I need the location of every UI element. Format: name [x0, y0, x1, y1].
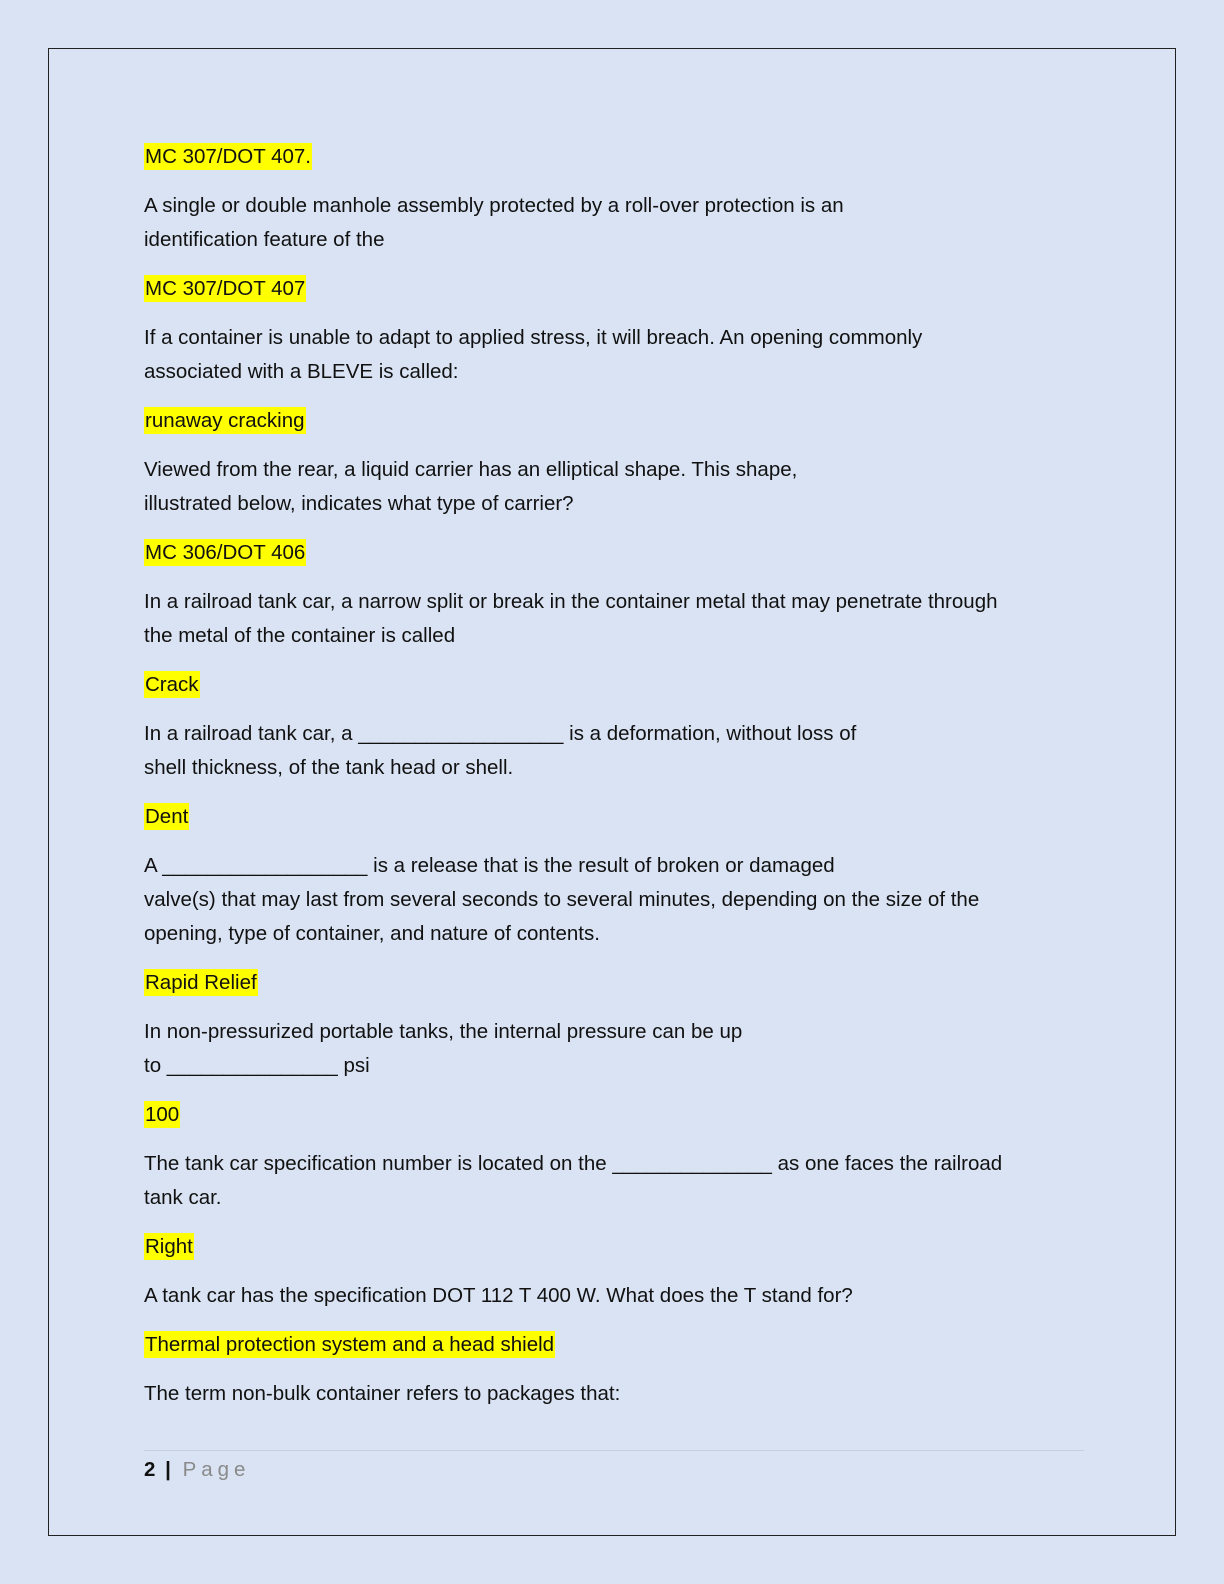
- question-line: A __________________ is a release that is the result of broken or damaged: [144, 854, 835, 877]
- footer-separator: |: [165, 1458, 171, 1481]
- question-paragraph: [144, 849, 1084, 951]
- page-number: 2: [144, 1458, 156, 1481]
- question-paragraph: [144, 453, 1084, 521]
- question-line: to _______________ psi: [144, 1054, 370, 1077]
- answer-highlight: Dent: [145, 805, 189, 828]
- answer-highlight: 100: [145, 1103, 180, 1126]
- answer-paragraph: [144, 800, 1084, 834]
- answer-paragraph: [144, 536, 1084, 570]
- question-paragraph: [144, 1015, 1084, 1083]
- question-line: identification feature of the: [144, 228, 385, 251]
- question-paragraph: [144, 1147, 1084, 1215]
- question-line: opening, type of container, and nature of contents.: [144, 922, 600, 945]
- question-paragraph: [144, 321, 1084, 389]
- question-line: In non-pressurized portable tanks, the internal pressure can be up: [144, 1020, 743, 1043]
- question-paragraph: [144, 1377, 1084, 1411]
- answer-highlight: Thermal protection system and a head shield: [145, 1333, 555, 1356]
- question-line: In a railroad tank car, a __________________ is a deformation, without loss of: [144, 722, 857, 745]
- question-line: valve(s) that may last from several seconds to several minutes, depending on the size of the: [144, 888, 980, 911]
- footer-divider: [144, 1450, 1084, 1451]
- answer-paragraph: [144, 668, 1084, 702]
- question-line: illustrated below, indicates what type of carrier?: [144, 492, 574, 515]
- answer-paragraph: [144, 140, 1084, 174]
- question-line: The tank car specification number is located on the ______________ as one faces the railroad: [144, 1152, 1003, 1175]
- answer-paragraph: [144, 1328, 1084, 1362]
- page-label: Page: [182, 1458, 251, 1481]
- question-line: tank car.: [144, 1186, 222, 1209]
- answer-highlight: Crack: [145, 673, 199, 696]
- question-line: the metal of the container is called: [144, 624, 456, 647]
- question-line: A single or double manhole assembly protected by a roll-over protection is an: [144, 194, 844, 217]
- page-footer: [144, 1455, 250, 1485]
- answer-highlight: Rapid Relief: [145, 971, 257, 994]
- answer-paragraph: [144, 1098, 1084, 1132]
- answer-paragraph: [144, 404, 1084, 438]
- question-line: shell thickness, of the tank head or shell.: [144, 756, 514, 779]
- answer-highlight: MC 307/DOT 407: [145, 277, 306, 300]
- answer-paragraph: [144, 966, 1084, 1000]
- question-paragraph: [144, 717, 1084, 785]
- question-line: Viewed from the rear, a liquid carrier has an elliptical shape. This shape,: [144, 458, 798, 481]
- question-paragraph: [144, 1279, 1084, 1313]
- document-body: [144, 140, 1084, 1426]
- answer-highlight: Right: [145, 1235, 193, 1258]
- question-paragraph: [144, 189, 1084, 257]
- question-line: The term non-bulk container refers to packages that:: [144, 1382, 621, 1405]
- question-paragraph: [144, 585, 1084, 653]
- answer-highlight: runaway cracking: [145, 409, 305, 432]
- answer-highlight: MC 306/DOT 406: [145, 541, 306, 564]
- answer-paragraph: [144, 1230, 1084, 1264]
- answer-highlight: MC 307/DOT 407.: [145, 145, 311, 168]
- question-line: If a container is unable to adapt to applied stress, it will breach. An opening commonly: [144, 326, 923, 349]
- question-line: A tank car has the specification DOT 112 T 400 W. What does the T stand for?: [144, 1284, 853, 1307]
- question-line: associated with a BLEVE is called:: [144, 360, 459, 383]
- question-line: In a railroad tank car, a narrow split or break in the container metal that may penetrate through: [144, 590, 998, 613]
- answer-paragraph: [144, 272, 1084, 306]
